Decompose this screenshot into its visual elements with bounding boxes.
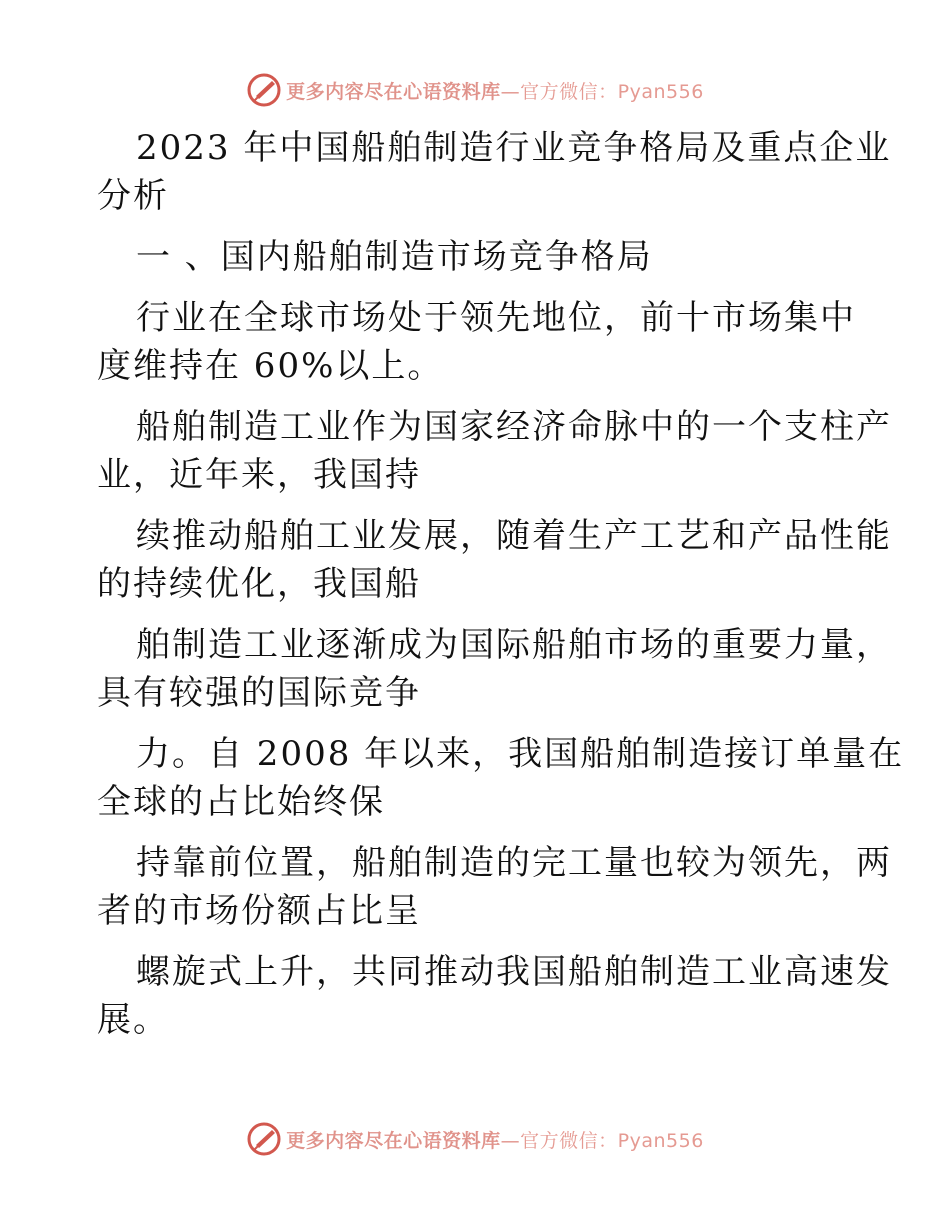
document-body (97, 124, 905, 1057)
paragraph-line: 船舶制造工业作为国家经济命脉中的一个支柱产 (136, 407, 892, 447)
paragraph-line: 螺旋式上升，共同推动我国船舶制造工业高速发 (136, 952, 892, 992)
paragraph (97, 512, 892, 608)
paragraph (97, 403, 892, 499)
paragraph-line: 的持续优化，我国船 (97, 564, 421, 604)
paragraph-line: 舶制造工业逐渐成为国际船舶市场的重要力量， (136, 625, 892, 665)
wechat-text: 官方微信：Pyan556 (520, 1129, 704, 1152)
paragraph-line: 具有较强的国际竞争 (97, 673, 421, 713)
heading-line: 一 、国内船舶制造市场竞争格局 (136, 237, 653, 277)
brand-logo-icon (246, 72, 282, 108)
paragraph (97, 948, 892, 1044)
header-watermark-banner (0, 70, 950, 110)
paragraph (97, 294, 857, 390)
brand-text: 更多内容尽在心语资料库 (286, 80, 501, 103)
paragraph (97, 621, 892, 717)
wechat-text: 官方微信：Pyan556 (520, 80, 704, 103)
banner-dash: — (500, 80, 521, 103)
paragraph-line: 者的市场份额占比呈 (97, 891, 421, 931)
section-heading (97, 233, 857, 281)
paragraph-line: 展。 (97, 1000, 169, 1040)
paragraph-line: 持靠前位置，船舶制造的完工量也较为领先，两 (136, 843, 892, 883)
brand-text: 更多内容尽在心语资料库 (286, 1129, 501, 1152)
footer-watermark-banner (0, 1119, 950, 1159)
title-line: 分析 (97, 176, 169, 216)
paragraph-line: 续推动船舶工业发展，随着生产工艺和产品性能 (136, 516, 892, 556)
title-line: 2023 年中国船舶制造行业竞争格局及重点企业 (136, 128, 892, 168)
paragraph-line: 行业在全球市场处于领先地位，前十市场集中 (136, 298, 856, 338)
paragraph (97, 730, 905, 826)
paragraph-line: 全球的占比始终保 (97, 782, 385, 822)
paragraph-line: 度维持在 60%以上。 (97, 346, 444, 386)
brand-logo-icon (246, 1121, 282, 1157)
document-title (97, 124, 892, 220)
paragraph-line: 业，近年来，我国持 (97, 455, 421, 495)
banner-dash: — (500, 1129, 521, 1152)
paragraph (97, 839, 892, 935)
paragraph-line: 力。自 2008 年以来，我国船舶制造接订单量在 (136, 734, 905, 774)
